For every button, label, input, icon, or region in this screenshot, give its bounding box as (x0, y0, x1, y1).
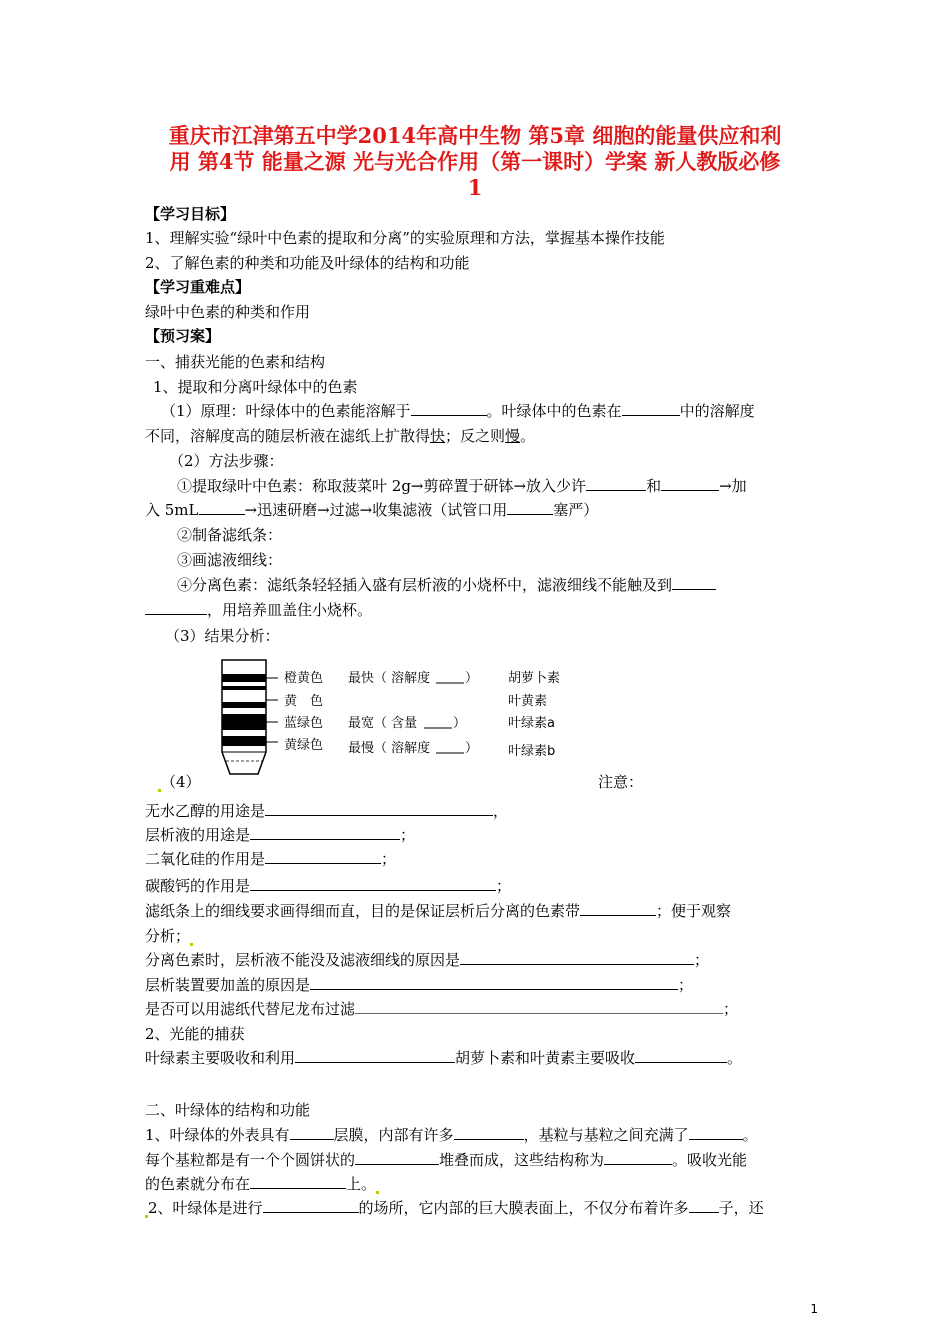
blank-solvent-5ml[interactable] (199, 500, 245, 515)
prop-widest: 最宽（ 含量 (348, 716, 418, 731)
capture-text-a: 叶绿素主要吸收和利用 (145, 1049, 296, 1067)
note-6 (145, 950, 709, 970)
prop-fastest-close: ） (465, 671, 479, 686)
blank-reagent-1[interactable] (586, 476, 646, 491)
note-3 (145, 849, 396, 869)
step4-text-b: ，用培养皿盖住小烧杯。 (207, 601, 373, 619)
note-5-text-b: ；便于观察 (656, 902, 732, 920)
note-4-end: ； (496, 877, 512, 895)
note-6-text: 分离色素时，层析液不能没及滤液细线的原因是 (145, 951, 461, 969)
blank-carotenoid-light[interactable] (635, 1048, 727, 1063)
blank-thylakoid[interactable] (355, 1150, 439, 1165)
note-4 (145, 876, 511, 896)
blank-membrane-count[interactable] (290, 1125, 334, 1140)
blank-filter-paper[interactable] (355, 999, 723, 1014)
principle-fast: 快 (430, 427, 446, 445)
blank-layer-liquid-use[interactable] (250, 825, 400, 840)
blank-grana[interactable] (454, 1125, 524, 1140)
prop-slowest-close: ） (465, 741, 479, 756)
blank-photosynthesis[interactable] (263, 1198, 359, 1213)
pigment-carotene: 胡萝卜素 (508, 671, 561, 686)
band-label-4: 黄绿色 (284, 738, 324, 753)
goals-heading: 【学习目标】 (145, 205, 236, 223)
prop-slowest: 最慢（ 溶解度 (348, 741, 431, 756)
blank-touch-part1[interactable] (672, 575, 716, 590)
blank-layer-liquid[interactable] (622, 401, 680, 416)
band-label-3: 蓝绿色 (284, 716, 324, 731)
note-5 (145, 901, 731, 921)
part2-line-1 (145, 1125, 758, 1145)
capture-text-c: 。 (727, 1049, 743, 1067)
goal-2: 2、了解色素的种类和功能及叶绿体的结构和功能 (145, 254, 470, 272)
band-label-1: 橙黄色 (284, 671, 324, 686)
part2-line-2 (145, 1150, 747, 1170)
part2-text-1b: 层膜，内部有许多 (333, 1126, 454, 1144)
step2: ②制备滤纸条： (177, 526, 283, 544)
part2-text-1a: 1、叶绿体的外表具有 (145, 1126, 290, 1144)
page-number: 1 (810, 1302, 818, 1316)
step4-text-a: ④分离色素：滤纸条轻轻插入盛有层析液的小烧杯中，滤液细线不能触及到 (177, 576, 673, 594)
band-yellow-green (222, 736, 266, 746)
note-8 (145, 999, 738, 1019)
title-line-3: 1 (467, 175, 483, 200)
note-7 (145, 975, 693, 995)
band-orange-yellow (222, 674, 266, 682)
part2-line-3 (145, 1174, 379, 1194)
marker-dot-2 (190, 943, 193, 946)
note-6-end: ； (694, 951, 710, 969)
step1-line (177, 476, 747, 496)
blank-molecule[interactable] (689, 1198, 719, 1213)
note-2-text: 层析液的用途是 (145, 826, 251, 844)
step1-text-d: 入 5mL (145, 501, 199, 519)
note-8-end: ； (723, 1000, 739, 1018)
principle-text-f: 。 (520, 427, 536, 445)
part2-line-4 (145, 1198, 764, 1218)
blank-stroma[interactable] (689, 1125, 743, 1140)
note-2-end: ； (400, 826, 416, 844)
principle-slow: 慢 (505, 427, 521, 445)
note-7-end: ； (678, 976, 694, 994)
note-7-text: 层析装置要加盖的原因是 (145, 976, 311, 994)
note-4-text: 碳酸钙的作用是 (145, 877, 251, 895)
blank-solvent[interactable] (411, 401, 487, 416)
band-yellow-thin (222, 702, 266, 708)
blank-lid-reason[interactable] (310, 975, 678, 990)
goal-1: 1、理解实验“绿叶中色素的提取和分离”的实验原理和方法，掌握基本操作技能 (145, 229, 665, 247)
part2-text-1c: ，基粒与基粒之间充满了 (523, 1126, 689, 1144)
prop-fastest: 最快（ 溶解度 (348, 671, 431, 686)
result-heading: （3）结果分析： (165, 627, 280, 645)
band-yellow (222, 686, 266, 690)
chromatography-diagram (218, 656, 588, 790)
note-3-text: 二氧化硅的作用是 (145, 850, 266, 868)
blank-band-purpose[interactable] (580, 901, 656, 916)
blank-silica-role[interactable] (265, 849, 381, 864)
part2-text-2b: 堆叠而成，这些结构称为 (439, 1151, 605, 1169)
principle-line (161, 401, 755, 421)
part2-text-4b: 的场所，它内部的巨大膜表面上，不仅分布着许多 (358, 1199, 689, 1217)
part2-text-4a: 2、叶绿体是进行 (148, 1199, 263, 1217)
principle-text-a: （1）原理：叶绿体中的色素能溶解于 (161, 402, 411, 420)
key-text: 绿叶中色素的种类和作用 (145, 303, 311, 321)
pigment-chlorophyll-a: 叶绿素a (508, 716, 555, 731)
part2-text-2c: 。吸收光能 (672, 1151, 748, 1169)
principle-line-2 (145, 426, 535, 446)
method-heading: （2）方法步骤： (169, 452, 284, 470)
pigment-xanthophyll: 叶黄素 (508, 694, 548, 709)
note-5-text: 滤纸条上的细线要求画得细而直，目的是保证层析后分离的色素带 (145, 902, 581, 920)
part2-text-2a: 每个基粒都是有一个个圆饼状的 (145, 1151, 356, 1169)
blank-chlorophyll-light[interactable] (295, 1048, 455, 1063)
note-1-end: ， (493, 802, 509, 820)
note-1-text: 无水乙醇的用途是 (145, 802, 266, 820)
step1-text-e: →迅速研磨→过滤→收集滤液（试管口用 (244, 501, 508, 519)
title-line-2: 用 第4节 能量之源 光与光合作用（第一课时）学案 新人教版必修 (169, 149, 781, 174)
note-label: 注意： (598, 773, 644, 791)
step1-text-f: 塞严） (553, 501, 599, 519)
blank-ethanol-use[interactable] (265, 801, 493, 816)
band-blue-green (222, 714, 266, 730)
item-4-label: （4） (161, 773, 201, 791)
step4-line-2 (145, 600, 372, 620)
item-4 (158, 772, 201, 792)
part1-sub1: 1、提取和分离叶绿体中的色素 (153, 378, 358, 396)
part1-sub2: 2、光能的捕获 (145, 1025, 245, 1043)
note-5-cont (145, 926, 193, 946)
note-3-end: ； (381, 850, 397, 868)
title-line-1: 重庆市江津第五中学2014年高中生物 第5章 细胞的能量供应和利 (168, 123, 782, 148)
part2-heading: 二、叶绿体的结构和功能 (145, 1101, 311, 1119)
step1-text-a: ①提取绿叶中色素：称取菠菜叶 2g→剪碎置于研钵→放入少许 (177, 477, 587, 495)
principle-text-e: ；反之则 (445, 427, 506, 445)
step1-text-b: 和 (646, 477, 662, 495)
prop-widest-close: ） (453, 716, 467, 731)
capture-line (145, 1048, 742, 1068)
key-heading: 【学习重难点】 (145, 278, 251, 296)
part2-text-1d: 。 (742, 1126, 758, 1144)
note-1 (145, 801, 508, 821)
blank-reagent-2[interactable] (661, 476, 719, 491)
part2-text-3b: 上。 (346, 1175, 377, 1193)
blank-pigment-location[interactable] (250, 1174, 346, 1189)
blank-stopper[interactable] (507, 500, 553, 515)
step1-text-c: →加 (719, 477, 747, 495)
principle-text-b: 。叶绿体中的色素在 (486, 402, 622, 420)
part1-heading: 一、捕获光能的色素和结构 (145, 353, 326, 371)
note-5-text-c: 分析； (145, 927, 191, 945)
band-label-2: 黄 色 (284, 694, 324, 709)
pigment-chlorophyll-b: 叶绿素b (508, 744, 556, 759)
blank-layer-reason[interactable] (460, 950, 694, 965)
part2-text-3a: 的色素就分布在 (145, 1175, 251, 1193)
document-title (140, 123, 810, 201)
principle-text-d: 不同，溶解度高的随层析液在滤纸上扩散得 (145, 427, 431, 445)
step1-line-2 (145, 500, 598, 520)
preview-heading: 【预习案】 (145, 327, 221, 345)
marker-dot-3 (376, 1191, 379, 1194)
step4-line (177, 575, 716, 595)
blank-touch-part2[interactable] (145, 600, 207, 615)
part2-text-4c: 子，还 (718, 1199, 764, 1217)
blank-calcium-carbonate-role[interactable] (250, 876, 496, 891)
step3: ③画滤液细线： (177, 551, 283, 569)
note-2 (145, 825, 415, 845)
capture-text-b: 胡萝卜素和叶黄素主要吸收 (455, 1049, 636, 1067)
principle-text-c: 中的溶解度 (679, 402, 755, 420)
note-8-text: 是否可以用滤纸代替尼龙布过滤 (145, 1000, 356, 1018)
blank-structure-name[interactable] (604, 1150, 672, 1165)
